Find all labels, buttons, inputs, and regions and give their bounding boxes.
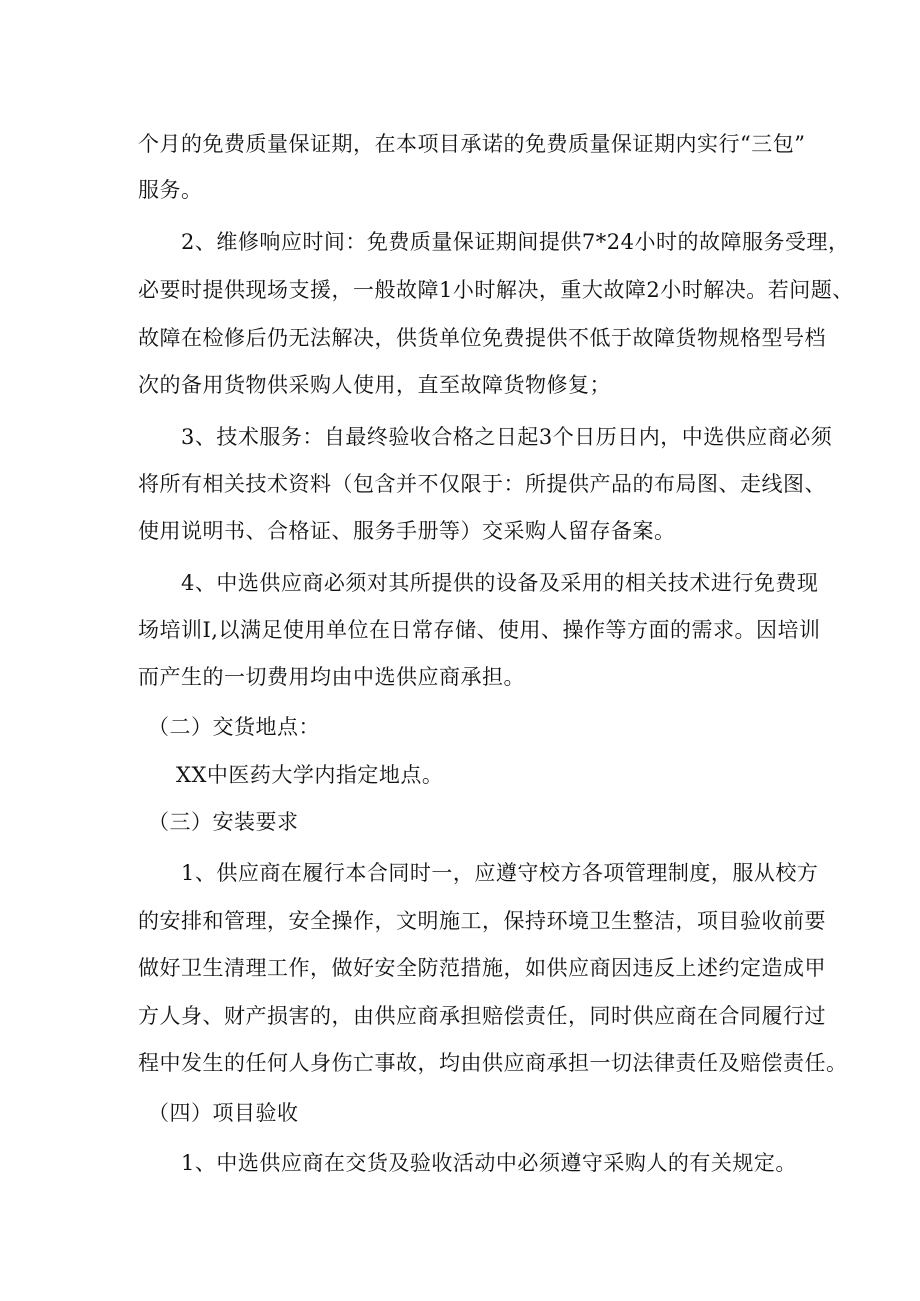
section-heading: （四）项目验收 bbox=[148, 1101, 299, 1125]
body-text-line: 场培训I,以满足使用单位在日常存储、使用、操作等方面的需求。因培训 bbox=[138, 618, 821, 642]
body-text-line: 故障在检修后仍无法解决，供货单位免费提供不低于故障货物规格型号档 bbox=[138, 326, 826, 350]
body-text-line: 个月的免费质量保证期，在本项目承诺的免费质量保证期内实行“三包” bbox=[138, 132, 806, 156]
section-heading: （三）安装要求 bbox=[148, 810, 299, 834]
body-text-line: 使用说明书、合格证、服务手册等）交采购人留存备案。 bbox=[138, 519, 676, 543]
body-text-line: 程中发生的任何人身伤亡事故，均由供应商承担一切法律责任及赔偿责任。 bbox=[138, 1051, 848, 1075]
body-text-line: 1、中选供应商在交货及验收活动中必须遵守采购人的有关规定。 bbox=[181, 1151, 797, 1175]
body-text-line: XX中医药大学内指定地点。 bbox=[176, 763, 444, 787]
body-text-line: 的安排和管理，安全操作，文明施工，保持环境卫生整洁，项目验收前要 bbox=[138, 909, 826, 933]
section-heading: （二）交货地点： bbox=[148, 715, 320, 739]
body-text-line: 必要时提供现场支援，一般故障1小时解决，重大故障2小时解决。若问题、 bbox=[138, 278, 854, 302]
body-text-line: 方人身、财产损害的，由供应商承担赔偿责任，同时供应商在合同履行过 bbox=[138, 1004, 826, 1028]
body-text-line: 而产生的一切费用均由中选供应商承担。 bbox=[138, 665, 525, 689]
body-text-line: 3、技术服务：自最终验收合格之日起3个日历日内，中选供应商必须 bbox=[181, 425, 833, 449]
body-text-line: 做好卫生清理工作，做好安全防范措施，如供应商因违反上述约定造成甲 bbox=[138, 956, 826, 980]
body-text-line: 2、维修响应时间：免费质量保证期间提供7*24小时的故障服务受理， bbox=[181, 230, 850, 254]
body-text-line: 服务。 bbox=[138, 178, 203, 202]
body-text-line: 1、供应商在履行本合同时一，应遵守校方各项管理制度，服从校方 bbox=[181, 861, 819, 885]
body-text-line: 将所有相关技术资料（包含并不仅限于：所提供产品的布局图、走线图、 bbox=[138, 472, 826, 496]
body-text-line: 次的备用货物供采购人使用，直至故障货物修复； bbox=[138, 373, 611, 397]
body-text-line: 4、中选供应商必须对其所提供的设备及采用的相关技术进行免费现 bbox=[181, 571, 819, 595]
